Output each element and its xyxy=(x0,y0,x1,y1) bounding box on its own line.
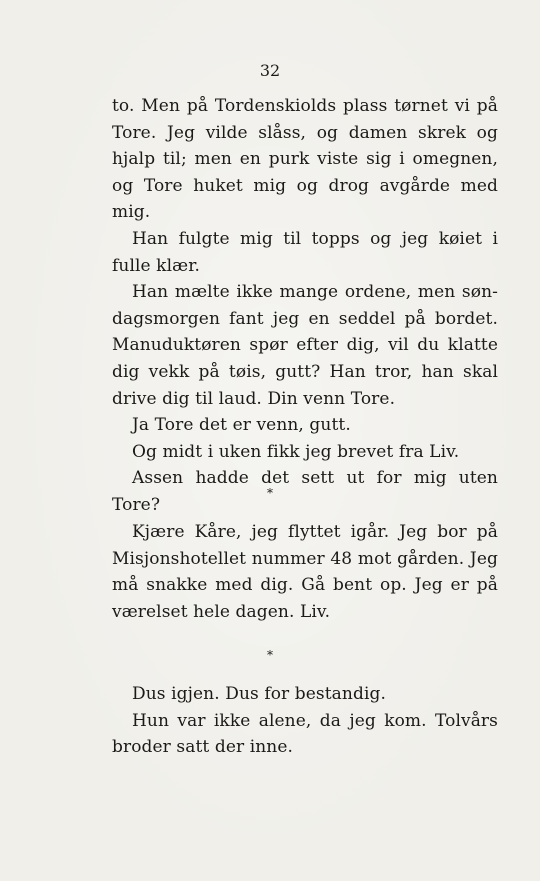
paragraph: Han mælte ikke mange ordene, men søn-dagsmorgen fant jeg en seddel på bordet. Manuduktøren spør efter dig, vil du klatte dig vekk på tøis, gutt? Han tror, han skal drive dig til laud. Din venn Tore. xyxy=(112,282,498,409)
text-block-1 xyxy=(112,93,498,519)
letter-paragraph: Kjære Kåre, jeg flyttet igår. Jeg bor på Misjonshotellet nummer 48 mot gården. Jeg må snakke med dig. Gå bent op. Jeg er på værelset hele dagen. Liv. xyxy=(112,522,498,622)
paragraph: Assen hadde det sett ut for mig uten Tore? xyxy=(112,468,498,515)
text-block-3 xyxy=(112,681,498,761)
section-separator: * xyxy=(267,486,273,500)
page-number: 32 xyxy=(259,61,281,80)
paragraph: Dus igjen. Dus for bestandig. xyxy=(132,684,386,704)
paragraph: Hun var ikke alene, da jeg kom. Tolvårs broder satt der inne. xyxy=(112,710,498,758)
text-block-2 xyxy=(112,519,498,625)
paragraph: Han fulgte mig til topps og jeg køiet i fulle klær. xyxy=(112,228,498,276)
paragraph: to. Men på Tordenskiolds plass tørnet vi på Tore. Jeg vilde slåss, og damen skrek og hjalp til; men en purk viste sig i omegnen, og Tore huket mig og drog avgårde med mig. xyxy=(112,96,498,223)
section-separator: * xyxy=(267,648,273,662)
paragraph: Og midt i uken fikk jeg brevet fra Liv. xyxy=(132,441,460,462)
paragraph: Ja Tore det er venn, gutt. xyxy=(132,415,351,436)
